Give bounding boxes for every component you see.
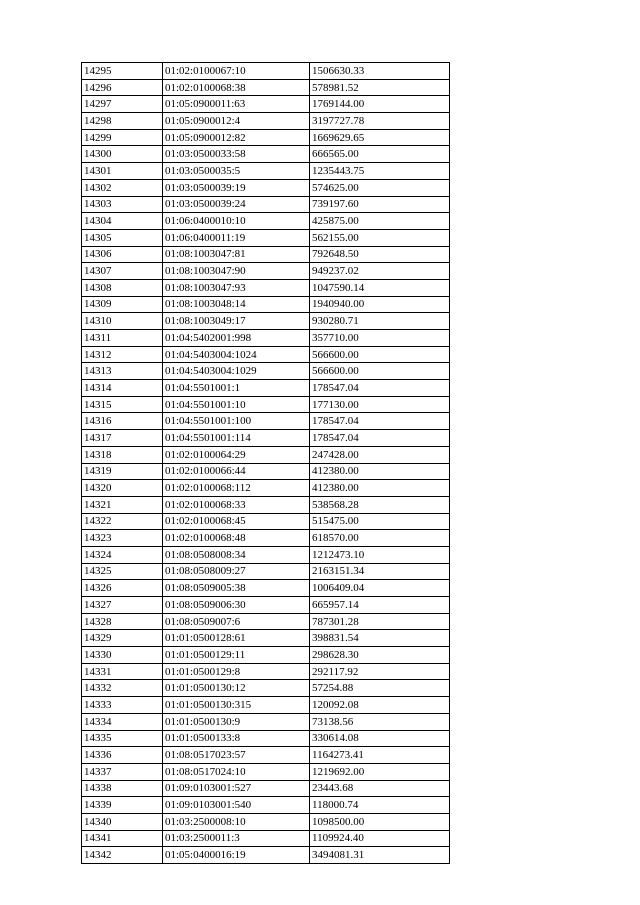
table-row [82,430,450,447]
row-number-cell: 14325 [82,563,163,580]
value-cell: 1235443.75 [310,163,450,180]
cadastral-number-cell: 01:05:0900012:82 [163,129,310,146]
value-cell: 1047590.14 [310,279,450,296]
table-row [82,697,450,714]
table-row [82,229,450,246]
value-cell: 57254.88 [310,680,450,697]
table-row [82,563,450,580]
table-row [82,346,450,363]
row-number-cell: 14313 [82,363,163,380]
value-cell: 178547.04 [310,413,450,430]
table-row [82,330,450,347]
value-cell: 566600.00 [310,346,450,363]
cadastral-number-cell: 01:08:1003047:90 [163,263,310,280]
table-row [82,296,450,313]
value-cell: 292117.92 [310,663,450,680]
cadastral-number-cell: 01:08:1003047:93 [163,279,310,296]
table-row [82,680,450,697]
table-row [82,446,450,463]
value-cell: 574625.00 [310,179,450,196]
cadastral-number-cell: 01:01:0500129:11 [163,647,310,664]
cadastral-number-cell: 01:08:1003048:14 [163,296,310,313]
table-row [82,179,450,196]
table-row [82,663,450,680]
row-number-cell: 14315 [82,396,163,413]
table-row [82,613,450,630]
value-cell: 330614.08 [310,730,450,747]
cadastral-number-cell: 01:08:0508008:34 [163,546,310,563]
row-number-cell: 14336 [82,747,163,764]
row-number-cell: 14333 [82,697,163,714]
cadastral-number-cell: 01:06:0400011:19 [163,229,310,246]
row-number-cell: 14342 [82,847,163,864]
value-cell: 23443.68 [310,780,450,797]
table-row [82,513,450,530]
value-cell: 949237.02 [310,263,450,280]
table-row [82,363,450,380]
value-cell: 665957.14 [310,597,450,614]
cadastral-number-cell: 01:09:0103001:540 [163,797,310,814]
table-row [82,580,450,597]
table-row [82,63,450,80]
row-number-cell: 14300 [82,146,163,163]
value-cell: 566600.00 [310,363,450,380]
cadastral-number-cell: 01:04:5501001:114 [163,430,310,447]
value-cell: 1769144.00 [310,96,450,113]
cadastral-number-cell: 01:02:0100067:10 [163,63,310,80]
cadastral-number-cell: 01:05:0900011:63 [163,96,310,113]
cadastral-number-cell: 01:02:0100068:38 [163,79,310,96]
table-row [82,146,450,163]
value-cell: 412380.00 [310,463,450,480]
cadastral-number-cell: 01:05:0400016:19 [163,847,310,864]
table-row [82,830,450,847]
row-number-cell: 14312 [82,346,163,363]
row-number-cell: 14340 [82,813,163,830]
row-number-cell: 14320 [82,480,163,497]
value-cell: 247428.00 [310,446,450,463]
value-cell: 739197.60 [310,196,450,213]
table-row [82,647,450,664]
cadastral-number-cell: 01:04:5501001:10 [163,396,310,413]
row-number-cell: 14310 [82,313,163,330]
cadastral-number-cell: 01:02:0100068:33 [163,496,310,513]
row-number-cell: 14332 [82,680,163,697]
row-number-cell: 14308 [82,279,163,296]
value-cell: 177130.00 [310,396,450,413]
value-cell: 1212473.10 [310,546,450,563]
row-number-cell: 14297 [82,96,163,113]
cadastral-number-cell: 01:08:0508009:27 [163,563,310,580]
cadastral-number-cell: 01:03:2500008:10 [163,813,310,830]
row-number-cell: 14335 [82,730,163,747]
row-number-cell: 14304 [82,213,163,230]
cadastral-number-cell: 01:03:0500035:5 [163,163,310,180]
cadastral-number-cell: 01:02:0100068:112 [163,480,310,497]
table-row [82,396,450,413]
row-number-cell: 14311 [82,330,163,347]
table-row [82,246,450,263]
cadastral-number-cell: 01:01:0500130:9 [163,713,310,730]
value-cell: 357710.00 [310,330,450,347]
table-row [82,530,450,547]
row-number-cell: 14319 [82,463,163,480]
cadastral-number-cell: 01:03:0500039:19 [163,179,310,196]
table-row [82,597,450,614]
table-row [82,480,450,497]
row-number-cell: 14334 [82,713,163,730]
row-number-cell: 14326 [82,580,163,597]
table-row [82,780,450,797]
row-number-cell: 14331 [82,663,163,680]
cadastral-number-cell: 01:04:5501001:1 [163,380,310,397]
row-number-cell: 14302 [82,179,163,196]
cadastral-number-cell: 01:04:5402001:998 [163,330,310,347]
row-number-cell: 14327 [82,597,163,614]
row-number-cell: 14303 [82,196,163,213]
table-row [82,813,450,830]
value-cell: 666565.00 [310,146,450,163]
row-number-cell: 14316 [82,413,163,430]
cadastral-number-cell: 01:08:0509006:30 [163,597,310,614]
cadastral-number-cell: 01:04:5403004:1029 [163,363,310,380]
value-cell: 787301.28 [310,613,450,630]
cadastral-number-cell: 01:05:0900012:4 [163,113,310,130]
table-body [82,63,450,864]
row-number-cell: 14321 [82,496,163,513]
cadastral-number-cell: 01:08:0509007:6 [163,613,310,630]
table-row [82,797,450,814]
row-number-cell: 14296 [82,79,163,96]
row-number-cell: 14322 [82,513,163,530]
table-row [82,279,450,296]
value-cell: 73138.56 [310,713,450,730]
table-row [82,847,450,864]
cadastral-number-cell: 01:08:0517023:57 [163,747,310,764]
row-number-cell: 14337 [82,763,163,780]
value-cell: 2163151.34 [310,563,450,580]
row-number-cell: 14324 [82,546,163,563]
cadastral-number-cell: 01:01:0500133:8 [163,730,310,747]
cadastral-number-cell: 01:01:0500130:315 [163,697,310,714]
cadastral-number-cell: 01:03:2500011:3 [163,830,310,847]
cadastral-number-cell: 01:02:0100068:48 [163,530,310,547]
value-cell: 515475.00 [310,513,450,530]
table-row [82,113,450,130]
row-number-cell: 14301 [82,163,163,180]
row-number-cell: 14309 [82,296,163,313]
value-cell: 792648.50 [310,246,450,263]
table-row [82,196,450,213]
table-row [82,129,450,146]
table-row [82,730,450,747]
value-cell: 398831.54 [310,630,450,647]
row-number-cell: 14318 [82,446,163,463]
table-row [82,463,450,480]
cadastral-number-cell: 01:01:0500128:61 [163,630,310,647]
table-row [82,713,450,730]
value-cell: 1940940.00 [310,296,450,313]
table-row [82,630,450,647]
cadastral-number-cell: 01:02:0100068:45 [163,513,310,530]
row-number-cell: 14328 [82,613,163,630]
value-cell: 1006409.04 [310,580,450,597]
value-cell: 1098500.00 [310,813,450,830]
value-cell: 425875.00 [310,213,450,230]
value-cell: 178547.04 [310,380,450,397]
cadastral-number-cell: 01:01:0500130:12 [163,680,310,697]
value-cell: 3197727.78 [310,113,450,130]
value-cell: 178547.04 [310,430,450,447]
table-row [82,763,450,780]
cadastral-number-cell: 01:08:1003049:17 [163,313,310,330]
value-cell: 298628.30 [310,647,450,664]
cadastral-number-cell: 01:08:1003047:81 [163,246,310,263]
cadastral-number-cell: 01:08:0517024:10 [163,763,310,780]
row-number-cell: 14329 [82,630,163,647]
table-row [82,546,450,563]
value-cell: 120092.08 [310,697,450,714]
cadastral-number-cell: 01:04:5501001:100 [163,413,310,430]
value-cell: 930280.71 [310,313,450,330]
value-cell: 118000.74 [310,797,450,814]
table-row [82,79,450,96]
cadastral-number-cell: 01:09:0103001:527 [163,780,310,797]
row-number-cell: 14298 [82,113,163,130]
value-cell: 1219692.00 [310,763,450,780]
cadastral-number-cell: 01:02:0100066:44 [163,463,310,480]
table-row [82,163,450,180]
table-row [82,213,450,230]
row-number-cell: 14314 [82,380,163,397]
cadastral-number-cell: 01:01:0500129:8 [163,663,310,680]
row-number-cell: 14317 [82,430,163,447]
value-cell: 412380.00 [310,480,450,497]
row-number-cell: 14307 [82,263,163,280]
value-cell: 578981.52 [310,79,450,96]
table-row [82,313,450,330]
cadastral-number-cell: 01:03:0500039:24 [163,196,310,213]
table-row [82,263,450,280]
cadastral-number-cell: 01:03:0500033:58 [163,146,310,163]
value-cell: 1669629.65 [310,129,450,146]
cadastral-number-cell: 01:02:0100064:29 [163,446,310,463]
cadastral-number-cell: 01:06:0400010:10 [163,213,310,230]
value-cell: 1164273.41 [310,747,450,764]
value-cell: 1506630.33 [310,63,450,80]
row-number-cell: 14306 [82,246,163,263]
table-row [82,747,450,764]
cadastral-number-cell: 01:08:0509005:38 [163,580,310,597]
row-number-cell: 14323 [82,530,163,547]
value-cell: 618570.00 [310,530,450,547]
table-row [82,413,450,430]
row-number-cell: 14341 [82,830,163,847]
row-number-cell: 14305 [82,229,163,246]
cadastral-number-cell: 01:04:5403004:1024 [163,346,310,363]
table-row [82,380,450,397]
data-table [81,62,450,864]
row-number-cell: 14338 [82,780,163,797]
row-number-cell: 14330 [82,647,163,664]
value-cell: 1109924.40 [310,830,450,847]
table-row [82,496,450,513]
row-number-cell: 14295 [82,63,163,80]
row-number-cell: 14339 [82,797,163,814]
value-cell: 538568.28 [310,496,450,513]
value-cell: 562155.00 [310,229,450,246]
value-cell: 3494081.31 [310,847,450,864]
table-row [82,96,450,113]
row-number-cell: 14299 [82,129,163,146]
